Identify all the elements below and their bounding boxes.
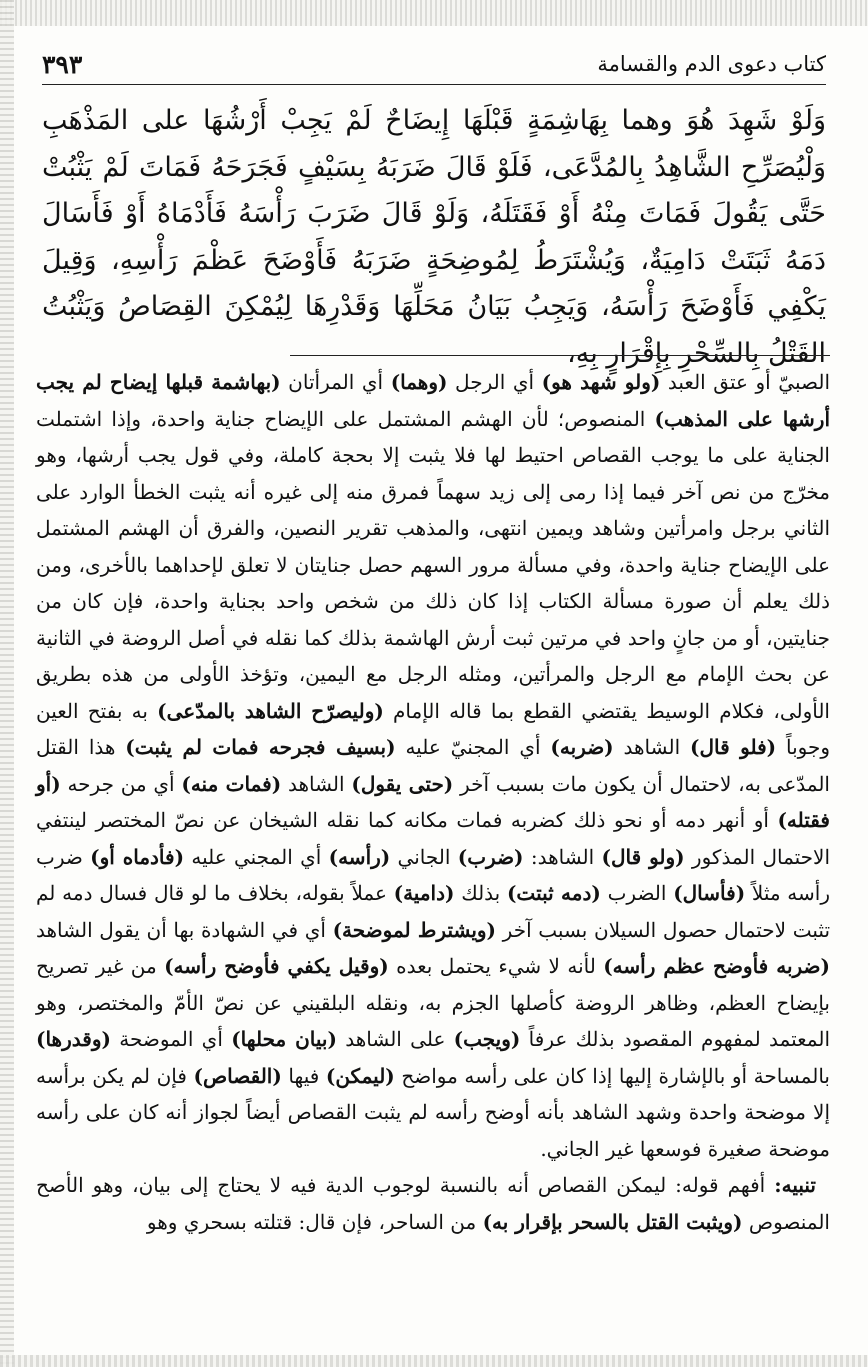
note-bold-segment: تنبيه: — [774, 1173, 816, 1197]
commentary-bold-segment: (ولو قال) — [601, 844, 685, 869]
page-number: ٣٩٣ — [42, 49, 83, 79]
commentary-segment: الشاهد: — [523, 844, 602, 869]
book-title: كتاب دعوى الدم والقسامة — [597, 52, 826, 76]
commentary-bold-segment: (ويجب) — [453, 1027, 521, 1051]
commentary-segment: أي الرجل — [447, 370, 542, 394]
commentary-bold-segment: (وقيل يكفي فأوضح رأسه) — [164, 954, 389, 978]
commentary-segment: أو أنهر دمه أو نحو ذلك كضربه فمات مكانه كما نقله الشيخان عن نصّ المختصر لينتفي الاحتمال المذكور — [36, 808, 831, 869]
commentary-segment: الصبيّ أو عتق العبد — [660, 370, 830, 394]
commentary-segment: من غير تصريح بإيضاح العظم، وظاهر الروضة كأصلها الجزم به، ونقله البلقيني عن نصّ الأمّ والمختصر، وهو المعتمد لمفهوم المقصود بذلك عرفاً — [36, 954, 831, 1051]
commentary-segment: أي المجني عليه — [184, 844, 329, 869]
commentary-segment: الجاني — [390, 844, 458, 869]
commentary-bold-segment: (أو فقتله) — [36, 771, 830, 832]
commentary-segment: الضرب — [600, 881, 674, 905]
commentary-bold-segment: (بسيف فجرحه فمات لم يثبت) — [125, 735, 396, 759]
commentary-bold-segment: (ضرب) — [457, 844, 524, 869]
commentary-bold-segment: (ولو شهد هو) — [541, 370, 661, 394]
commentary-segment: عملاً بقوله، بخلاف ما لو قال فسال دمه لم تثبت لاحتمال حصول السيلان بسبب آخر — [36, 881, 831, 942]
commentary-segment: ضرب رأسه مثلاً — [36, 844, 830, 905]
commentary-bold-segment: (القصاص) — [193, 1063, 282, 1088]
commentary-bold-segment: (بهاشمة قبلها إيضاح لم يجب أرشها على المذهب) — [36, 370, 830, 431]
scan-border-bottom — [0, 1355, 868, 1367]
scan-border-top — [0, 0, 868, 26]
commentary-bold-segment: (فمات منه) — [181, 771, 282, 796]
commentary-segment: أي الموضحة — [110, 1027, 232, 1051]
note-segment: من الساحر، فإن قال: قتلته بسحري وهو — [146, 1209, 483, 1234]
commentary-segment: أي من جرحه — [60, 771, 182, 796]
commentary-segment: الشاهد — [281, 771, 352, 796]
commentary-segment: فإن لم يكن برأسه إلا موضحة واحدة وشهد الشاهد بأنه أوضح رأسه لم يثبت القصاص أيضاً لجواز أنه كان على رأسه موضحة صغيرة فوسعها غير الجاني. — [36, 1063, 830, 1161]
commentary-bold-segment: (ضربه) — [550, 735, 614, 759]
commentary-bold-segment: (فلو قال) — [690, 735, 777, 759]
commentary-segment: لأنه لا شيء يحتمل بعده — [388, 954, 604, 978]
commentary-bold-segment: (ضربه فأوضح عظم رأسه) — [603, 954, 831, 978]
commentary-bold-segment: (وليصرّح الشاهد بالمدّعى) — [157, 698, 384, 723]
matn-paragraph: وَلَوْ شَهِدَ هُوَ وهما بِهَاشِمَةٍ قَبْلَهَا إِيضَاحٌ لَمْ يَجِبْ أَرْشُهَا على المَذْهَبِ وَلْيُصَرِّحِ الشَّاهِدُ بِالمُدَّعَى، فَلَوْ قَالَ ضَرَبَهُ بِسَيْفٍ فَجَرَحَهُ فَمَاتَ لَمْ يَثْبُتْ حَتَّى يَقُولَ فَمَاتَ مِنْهُ أَوْ فَقَتَلَهُ، وَلَوْ قَالَ ضَرَبَ رَأْسَهُ فَأَدْمَاهُ أَوْ فَأَسَالَ دَمَهُ ثَبَتَتْ دَامِيَةٌ، وَيُشْتَرَطُ لِمُوضِحَةٍ ضَرَبَهُ فَأَوْضَحَ عَظْمَ رَأْسِهِ، وَقِيلَ يَكْفِي فَأَوْضَحَ رَأْسَهُ، وَيَجِبُ بَيَانُ مَحَلِّهَا وَقَدْرِهَا لِيُمْكِنَ القِصَاصُ وَيَثْبُتُ القَتْلُ بِالسِّحْرِ بِإِقْرَارٍ بِهِ، — [42, 105, 826, 369]
commentary-segment: هذا القتل المدّعى به، لاحتمال أن يكون مات بسبب آخر — [36, 735, 830, 796]
commentary-bold-segment: (دمه ثبتت) — [506, 881, 601, 905]
commentary-segment: المنصوص؛ لأن الهشم المشتمل على الإيضاح جناية واحدة، وإذا اشتملت الجناية على ما يوجب القصاص احتيط لها فلا يثبت إلا بحجة كاملة، وفي قول يجب أرشها، وهو مخرّج من نص آخر فيما إذا رمى إلى زيد سهماً فمرق منه إلى غيره أنه يثبت الخطأ الوارد على الثاني برجل وامرأتين وشاهد ويمين انتهى، والمذهب تقرير النصين، والفرق أن الهشم المشتمل على الإيضاح جناية واحدة، وفي مسألة مرور السهم حصل جنايتان لا تعلق لإحداهما بالأخرى، ومن ذلك يعلم أن صورة مسألة الكتاب إذا كان ذلك من شخص واحد بجناية واحدة، فإن كان من جنايتين، أو من جانٍ واحد في مرتين ثبت أرش الهاشمة بذلك كما نقله في أصل الروضة في الثانية عن بحث الإمام مع الرجل والمرأتين، ومثله الرجل مع اليمين، وتؤخذ الأولى من هذه بطريق الأولى، فكلام الوسيط يقتضي القطع بما قاله الإمام — [36, 406, 830, 723]
commentary-bold-segment: (فأدماه أو) — [90, 844, 185, 869]
commentary-segment: به بفتح العين وجوباً — [36, 698, 831, 759]
commentary-bold-segment: (وقدرها) — [36, 1027, 111, 1051]
commentary-segment: على الشاهد — [336, 1027, 454, 1051]
commentary-segment: الشاهد — [613, 735, 691, 759]
note-paragraph — [36, 1167, 830, 1240]
commentary-bold-segment: (رأسه) — [328, 844, 391, 869]
commentary-bold-segment: (حتى يقول) — [351, 771, 454, 796]
commentary-segment: أي المرأتان — [280, 370, 391, 394]
commentary-bold-segment: (ليمكن) — [325, 1063, 395, 1088]
note-segment: أفهم قوله: ليمكن القصاص أنه بالنسبة لوجوب الدية فيه لا يحتاج إلى بيان، وهو الأصح المنصوص — [36, 1173, 830, 1234]
commentary-bold-segment: (ويشترط لموضحة) — [332, 917, 497, 942]
commentary-paragraph — [36, 364, 830, 1167]
commentary-segment: بذلك — [454, 881, 507, 905]
commentary-segment: أي المجنيّ عليه — [395, 735, 551, 759]
commentary-segment: فيها — [281, 1063, 326, 1088]
commentary-bold-segment: (وهما) — [390, 370, 448, 394]
commentary-bold-segment: (دامية) — [393, 881, 455, 905]
commentary-bold-segment: (فأسال) — [673, 881, 746, 905]
page-header — [42, 44, 826, 85]
scan-border-left — [0, 0, 14, 1367]
commentary-segment: بالمساحة أو بالإشارة إليها إذا كان على رأسه مواضح — [394, 1063, 830, 1088]
commentary-segment: أي في الشهادة بها أن يقول الشاهد — [36, 917, 333, 942]
commentary-bold-segment: (بيان محلها) — [231, 1027, 337, 1051]
section-divider — [290, 355, 830, 356]
matn-text-block — [42, 98, 826, 377]
note-bold-segment: (ويثبت القتل بالسحر بإقرار به) — [482, 1209, 743, 1234]
commentary-block — [36, 364, 830, 1240]
